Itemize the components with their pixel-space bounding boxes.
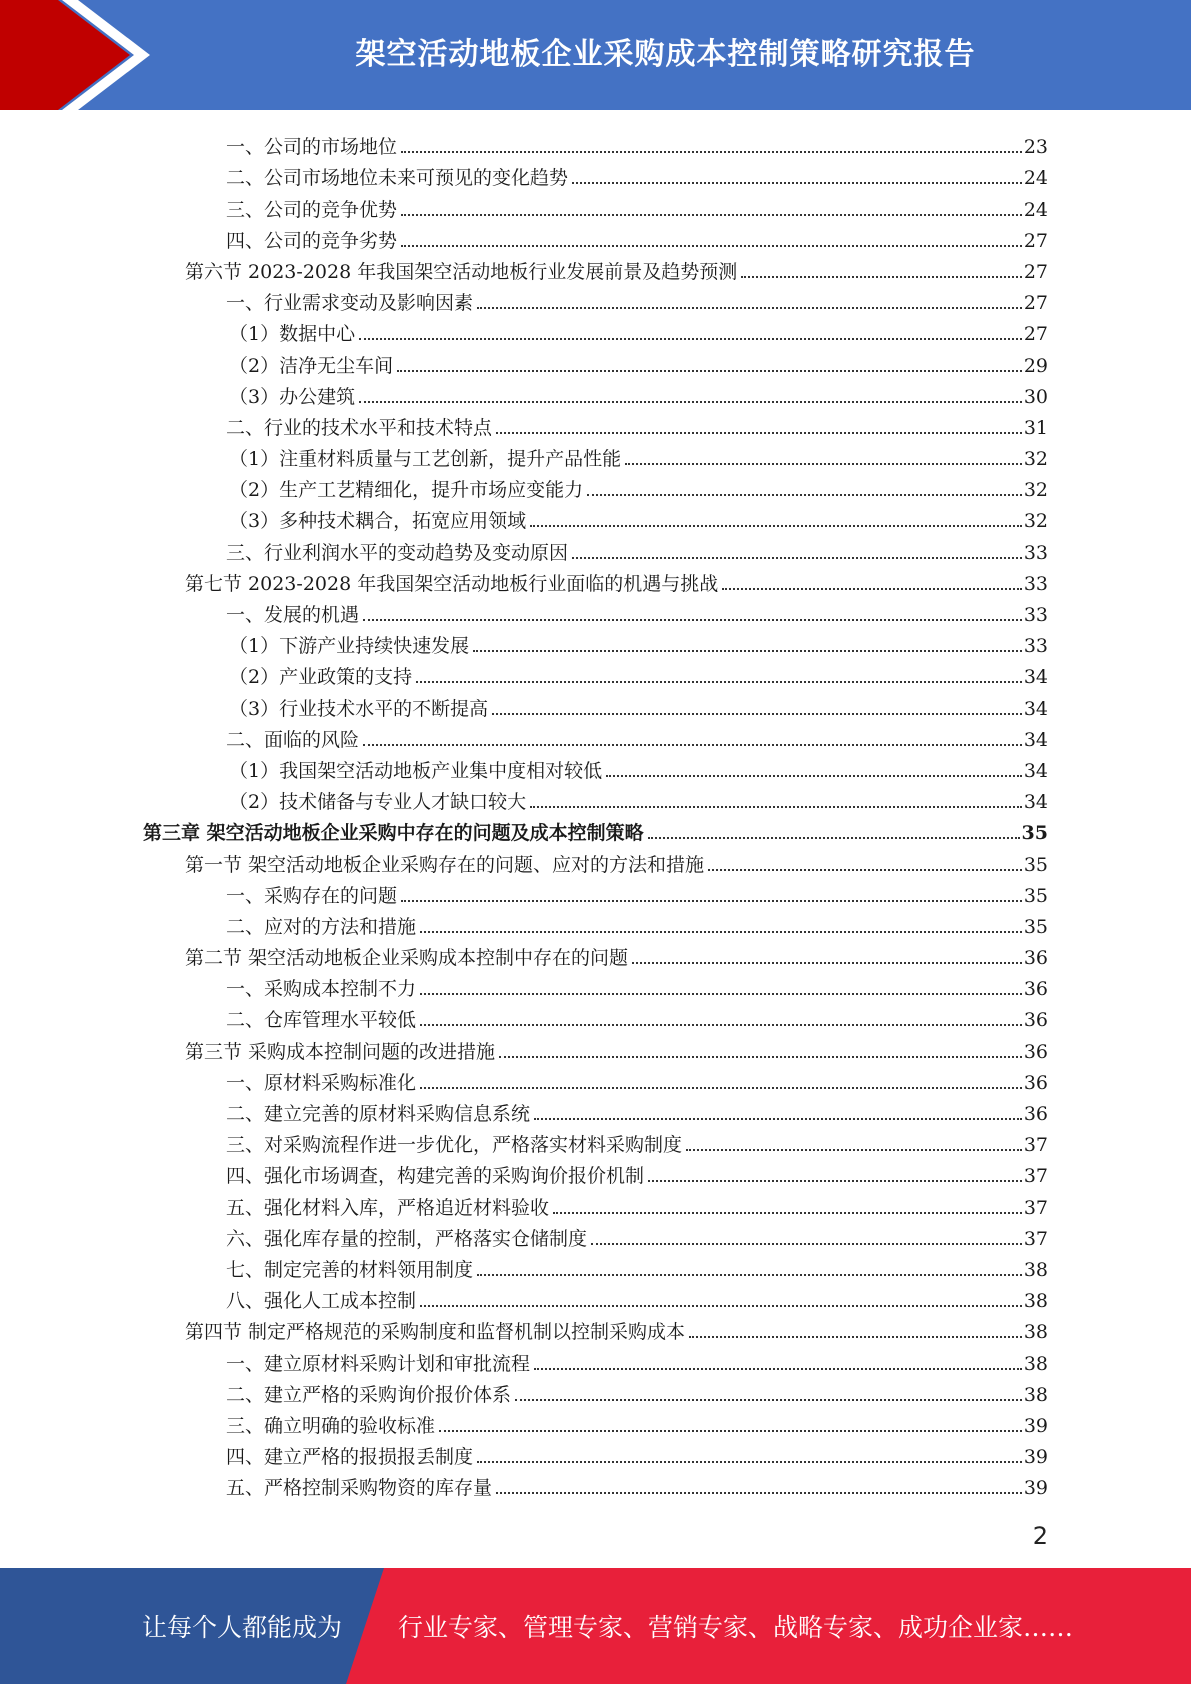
toc-entry[interactable] (0, 813, 1191, 844)
page-footer (0, 1568, 1191, 1684)
toc-entry-label: 一、采购存在的问题 (226, 884, 398, 907)
toc-leader-dots (363, 744, 1022, 746)
toc-leader-dots (477, 307, 1022, 309)
toc-leader-dots (741, 276, 1022, 278)
toc-leader-dots (477, 1274, 1022, 1276)
toc-leader-dots (439, 1430, 1022, 1432)
toc-entry-page: 33 (1023, 572, 1048, 595)
toc-leader-dots (420, 931, 1022, 933)
toc-leader-dots (722, 588, 1022, 590)
toc-entry-page: 32 (1023, 510, 1048, 533)
toc-entry-page: 27 (1023, 229, 1048, 252)
toc-entry[interactable] (0, 1281, 1191, 1312)
toc-entry-label: 第二节 架空活动地板企业采购成本控制中存在的问题 (185, 947, 629, 970)
toc-leader-dots (689, 1336, 1022, 1338)
toc-entry-page: 35 (1021, 822, 1048, 845)
toc-entry[interactable] (0, 158, 1191, 189)
toc-entry-page: 39 (1023, 1477, 1048, 1500)
toc-entry-label: 五、强化材料入库，严格追近材料验收 (226, 1196, 550, 1219)
toc-entry-label: 四、强化市场调查，构建完善的采购询价报价机制 (226, 1165, 645, 1188)
toc-leader-dots (397, 370, 1022, 372)
toc-leader-dots (359, 401, 1022, 403)
toc-entry-label: 八、强化人工成本控制 (226, 1290, 417, 1313)
toc-entry[interactable] (0, 408, 1191, 439)
toc-entry-page: 36 (1023, 978, 1048, 1001)
toc-leader-dots (496, 432, 1022, 434)
toc-entry-label: （1）注重材料质量与工艺创新，提升产品性能 (229, 448, 622, 471)
toc-entry-label: （1）我国架空活动地板产业集中度相对较低 (229, 759, 603, 782)
toc-entry-label: 第三节 采购成本控制问题的改进措施 (185, 1040, 496, 1063)
toc-leader-dots (591, 1243, 1022, 1245)
toc-entry-page: 38 (1023, 1352, 1048, 1375)
toc-leader-dots (606, 775, 1022, 777)
toc-entry[interactable] (0, 1375, 1191, 1406)
toc-entry[interactable] (0, 221, 1191, 252)
toc-entry[interactable] (0, 1343, 1191, 1374)
toc-entry-page: 38 (1023, 1258, 1048, 1281)
toc-entry[interactable] (0, 844, 1191, 875)
toc-entry-label: 二、仓库管理水平较低 (226, 1009, 417, 1032)
toc-entry-label: （3）行业技术水平的不断提高 (229, 697, 489, 720)
page-header (0, 0, 1191, 110)
toc-entry[interactable] (0, 1406, 1191, 1437)
toc-entry-label: 二、应对的方法和措施 (226, 915, 417, 938)
toc-entry-label: 一、采购成本控制不力 (226, 978, 417, 1001)
toc-entry[interactable] (0, 1094, 1191, 1125)
toc-entry-page: 36 (1023, 1103, 1048, 1125)
toc-entry-page: 33 (1023, 635, 1048, 658)
toc-entry[interactable] (0, 470, 1191, 501)
toc-leader-dots (553, 1212, 1022, 1214)
toc-entry[interactable] (0, 1187, 1191, 1218)
toc-entry-label: 二、建立完善的原材料采购信息系统 (226, 1103, 531, 1125)
toc-leader-dots (648, 1180, 1022, 1182)
toc-entry[interactable] (0, 283, 1191, 314)
toc-entry-page: 37 (1023, 1165, 1048, 1188)
toc-entry[interactable] (0, 564, 1191, 595)
toc-entry[interactable] (0, 1063, 1191, 1094)
toc-entry-label: 第四节 制定严格规范的采购制度和监督机制以控制采购成本 (185, 1321, 686, 1344)
toc-entry[interactable] (0, 501, 1191, 532)
toc-leader-dots (477, 1461, 1022, 1463)
toc-leader-dots (492, 713, 1022, 715)
toc-entry[interactable] (0, 127, 1191, 158)
toc-entry-label: 一、发展的机遇 (226, 604, 360, 626)
toc-entry-page: 36 (1023, 1040, 1048, 1063)
toc-entry-page: 37 (1023, 1196, 1048, 1219)
toc-entry-label: 二、行业的技术水平和技术特点 (226, 416, 493, 439)
toc-leader-dots (572, 182, 1022, 184)
toc-entry-label: 七、制定完善的材料领用制度 (226, 1258, 474, 1281)
toc-entry-page: 31 (1023, 416, 1048, 439)
toc-entry-page: 36 (1023, 1009, 1048, 1032)
toc-entry[interactable] (0, 439, 1191, 470)
toc-entry-label: （2）技术储备与专业人才缺口较大 (229, 791, 527, 814)
toc-entry[interactable] (0, 595, 1191, 626)
toc-entry-page: 38 (1023, 1321, 1048, 1344)
toc-entry-label: 四、建立严格的报损报丢制度 (226, 1446, 474, 1469)
header-arrow-decoration (0, 0, 160, 110)
toc-entry-label: 第七节 2023-2028 年我国架空活动地板行业面临的机遇与挑战 (185, 572, 719, 595)
toc-entry-label: 三、行业利润水平的变动趋势及变动原因 (226, 541, 569, 564)
toc-entry-page: 35 (1023, 915, 1048, 938)
toc-entry[interactable] (0, 314, 1191, 345)
page-number: 2 (1032, 1522, 1048, 1550)
toc-entry-page: 38 (1023, 1383, 1048, 1406)
toc-leader-dots (534, 1118, 1022, 1120)
toc-entry[interactable] (0, 626, 1191, 657)
toc-leader-dots (420, 1087, 1022, 1089)
toc-entry[interactable] (0, 377, 1191, 408)
toc-entry-label: 二、建立严格的采购询价报价体系 (226, 1383, 512, 1406)
toc-entry[interactable] (0, 1031, 1191, 1062)
toc-leader-dots (473, 650, 1022, 652)
toc-entry[interactable] (0, 751, 1191, 782)
table-of-contents (0, 127, 1191, 1499)
toc-leader-dots (530, 806, 1022, 808)
toc-entry-label: 四、公司的竞争劣势 (226, 229, 398, 252)
toc-entry-label: （2）产业政策的支持 (229, 666, 413, 689)
toc-entry-page: 34 (1023, 728, 1048, 751)
toc-leader-dots (401, 214, 1022, 216)
toc-leader-dots (648, 837, 1020, 839)
toc-entry[interactable] (0, 782, 1191, 813)
toc-entry-label: （2）生产工艺精细化，提升市场应变能力 (229, 479, 584, 502)
toc-entry[interactable] (0, 1156, 1191, 1187)
toc-entry[interactable] (0, 1250, 1191, 1281)
toc-leader-dots (401, 900, 1022, 902)
toc-leader-dots (359, 338, 1022, 340)
toc-entry-page: 35 (1023, 884, 1048, 907)
toc-leader-dots (499, 1056, 1022, 1058)
toc-leader-dots (420, 1305, 1022, 1307)
toc-entry-label: 二、面临的风险 (226, 728, 360, 751)
toc-entry-label: （1）下游产业持续快速发展 (229, 635, 470, 658)
toc-entry-label: 二、公司市场地位未来可预见的变化趋势 (226, 167, 569, 190)
toc-entry-page: 27 (1023, 260, 1048, 283)
toc-leader-dots (625, 463, 1022, 465)
toc-entry[interactable] (0, 657, 1191, 688)
footer-slogan-left: 让每个人都能成为 (142, 1613, 343, 1642)
toc-leader-dots (363, 619, 1022, 621)
toc-entry-label: 第一节 架空活动地板企业采购存在的问题、应对的方法和措施 (185, 853, 705, 876)
toc-leader-dots (587, 494, 1022, 496)
toc-leader-dots (632, 962, 1022, 964)
toc-entry[interactable] (0, 1000, 1191, 1031)
toc-entry-page: 37 (1023, 1227, 1048, 1250)
toc-entry-page: 35 (1023, 853, 1048, 876)
toc-entry[interactable] (0, 1437, 1191, 1468)
toc-entry-label: （3）多种技术耦合，拓宽应用领域 (229, 510, 527, 533)
toc-entry-label: 第三章 架空活动地板企业采购中存在的问题及成本控制策略 (143, 822, 644, 845)
toc-leader-dots (686, 1149, 1022, 1151)
toc-entry[interactable] (0, 345, 1191, 376)
toc-leader-dots (416, 681, 1022, 683)
toc-entry-page: 23 (1023, 136, 1048, 159)
toc-entry-page: 33 (1023, 541, 1048, 564)
toc-entry-page: 33 (1023, 604, 1048, 626)
toc-leader-dots (401, 151, 1022, 153)
toc-entry-label: 第六节 2023-2028 年我国架空活动地板行业发展前景及趋势预测 (185, 260, 738, 283)
toc-entry-label: 五、严格控制采购物资的库存量 (226, 1477, 493, 1500)
toc-entry-label: 三、对采购流程作进一步优化，严格落实材料采购制度 (226, 1134, 683, 1157)
toc-entry-page: 34 (1023, 697, 1048, 720)
toc-entry-page: 24 (1023, 167, 1048, 190)
toc-entry[interactable] (0, 1219, 1191, 1250)
toc-entry-page: 39 (1023, 1414, 1048, 1437)
toc-entry[interactable] (0, 189, 1191, 220)
toc-entry-label: 一、行业需求变动及影响因素 (226, 292, 474, 315)
toc-entry[interactable] (0, 720, 1191, 751)
toc-leader-dots (530, 525, 1022, 527)
toc-entry-label: 一、建立原材料采购计划和审批流程 (226, 1352, 531, 1375)
toc-leader-dots (708, 869, 1022, 871)
toc-entry[interactable] (0, 969, 1191, 1000)
toc-entry[interactable] (0, 1125, 1191, 1156)
toc-entry[interactable] (0, 938, 1191, 969)
toc-entry-page: 39 (1023, 1446, 1048, 1469)
toc-entry-label: 一、原材料采购标准化 (226, 1071, 417, 1094)
toc-leader-dots (420, 1024, 1022, 1026)
document-title: 架空活动地板企业采购成本控制策略研究报告 (355, 37, 976, 72)
toc-entry-page: 30 (1023, 385, 1048, 408)
toc-entry[interactable] (0, 907, 1191, 938)
toc-entry-page: 37 (1023, 1134, 1048, 1157)
toc-entry-page: 38 (1023, 1290, 1048, 1313)
toc-entry-page: 27 (1023, 292, 1048, 315)
footer-slogan-right: 行业专家、管理专家、营销专家、战略专家、成功企业家…… (398, 1613, 1074, 1642)
toc-leader-dots (420, 993, 1022, 995)
toc-entry[interactable] (0, 252, 1191, 283)
toc-entry[interactable] (0, 532, 1191, 563)
toc-entry-page: 29 (1023, 354, 1048, 377)
toc-entry-page: 32 (1023, 479, 1048, 502)
toc-entry-label: （3）办公建筑 (229, 385, 356, 408)
toc-entry-label: （2）洁净无尘车间 (229, 354, 394, 377)
toc-entry-label: 三、公司的竞争优势 (226, 198, 398, 221)
toc-leader-dots (534, 1368, 1022, 1370)
toc-entry-page: 34 (1023, 759, 1048, 782)
toc-entry-label: 三、确立明确的验收标准 (226, 1414, 436, 1437)
toc-leader-dots (572, 557, 1022, 559)
toc-entry-label: 六、强化库存量的控制，严格落实仓储制度 (226, 1227, 588, 1250)
toc-entry-page: 34 (1023, 666, 1048, 689)
toc-entry-page: 32 (1023, 448, 1048, 471)
toc-entry[interactable] (0, 876, 1191, 907)
toc-entry[interactable] (0, 1468, 1191, 1499)
toc-entry-label: 一、公司的市场地位 (226, 136, 398, 159)
toc-entry-page: 36 (1023, 1071, 1048, 1094)
toc-leader-dots (401, 245, 1022, 247)
toc-leader-dots (496, 1492, 1022, 1494)
toc-entry-page: 24 (1023, 198, 1048, 221)
toc-entry[interactable] (0, 1312, 1191, 1343)
toc-entry-page: 36 (1023, 947, 1048, 970)
toc-entry-page: 27 (1023, 323, 1048, 346)
toc-entry[interactable] (0, 688, 1191, 719)
toc-leader-dots (515, 1399, 1022, 1401)
toc-entry-page: 34 (1023, 791, 1048, 814)
toc-entry-label: （1）数据中心 (229, 323, 356, 346)
